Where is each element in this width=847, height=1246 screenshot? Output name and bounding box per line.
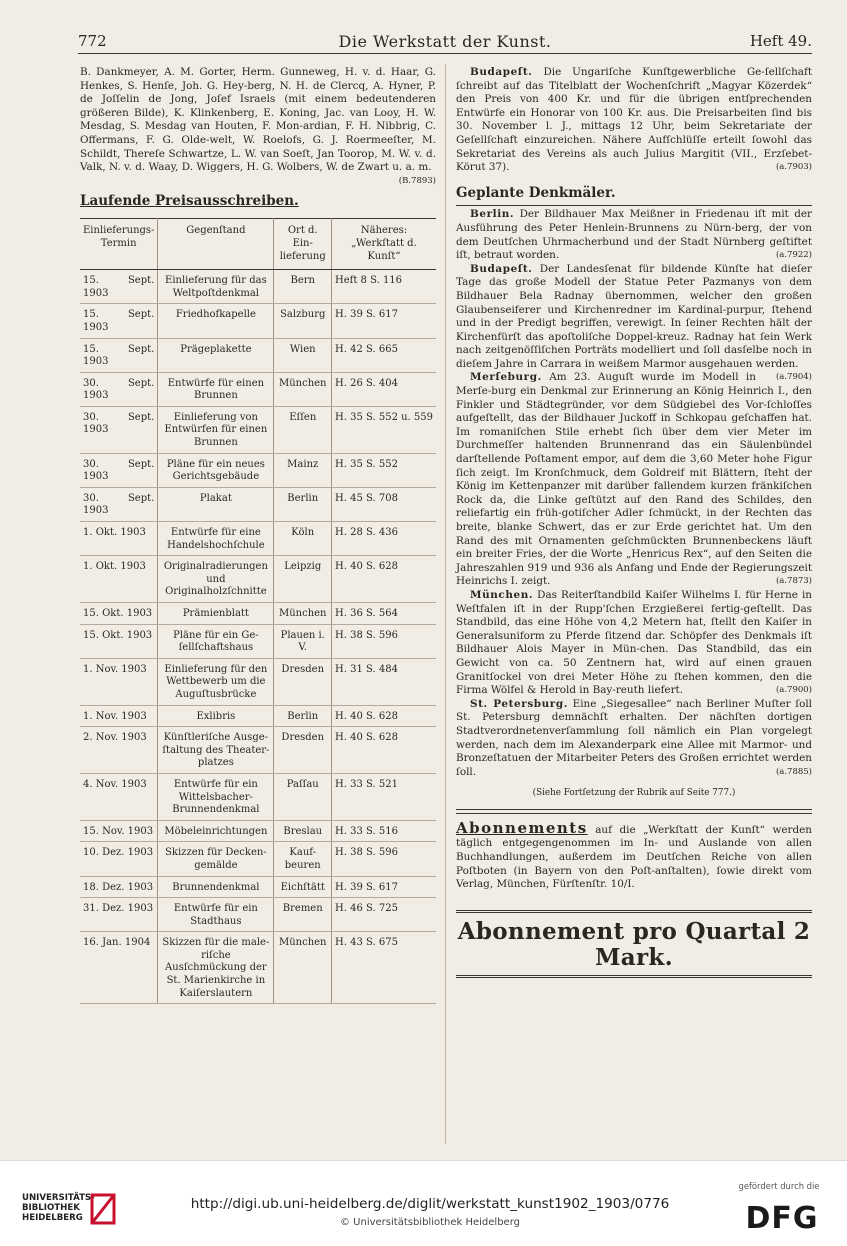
place-name: Budapeſt. bbox=[470, 66, 533, 78]
deadline-cell: 2. Nov. 1903 bbox=[80, 727, 158, 774]
dfg-logo[interactable] bbox=[724, 1181, 834, 1235]
deadline-cell: 30. Sept. 1903 bbox=[80, 406, 158, 453]
deadline-cell: 15. Sept. 1903 bbox=[80, 270, 158, 304]
table-row bbox=[80, 624, 436, 658]
section-title-competitions: Laufende Preisausschreiben. bbox=[80, 192, 299, 209]
table-body bbox=[80, 270, 436, 1004]
reference-code: (a.7922) bbox=[775, 250, 812, 261]
right-column bbox=[456, 66, 812, 978]
location-cell: Salzburg bbox=[274, 304, 332, 338]
details-cell: H. 40 S. 628 bbox=[332, 705, 436, 727]
artist-list-paragraph bbox=[80, 66, 436, 186]
subject-cell: Pläne für ein Ge-ſellſchaftshaus bbox=[158, 624, 274, 658]
deadline-cell: 1. Nov. 1903 bbox=[80, 705, 158, 727]
table-row bbox=[80, 304, 436, 338]
subject-cell: Entwürfe für eine Handelshochſchule bbox=[158, 522, 274, 556]
details-cell: H. 35 S. 552 bbox=[332, 453, 436, 487]
page-number: 772 bbox=[78, 32, 107, 50]
location-cell: Dresden bbox=[274, 727, 332, 774]
location-cell: Köln bbox=[274, 522, 332, 556]
deadline-cell: 1. Nov. 1903 bbox=[80, 658, 158, 705]
subject-cell: Künſtleriſche Ausge-ſtaltung des Theater-platzes bbox=[158, 727, 274, 774]
deadline-cell: 4. Nov. 1903 bbox=[80, 773, 158, 820]
location-cell: Bern bbox=[274, 270, 332, 304]
notice-text: Das Reiterſtandbild Kaiſer Wilhelms I. für Herne in Weſtfalen iſt in der Rupp'ſchen Erzgießerei fertig-geſtellt. Das Standbild, das eine Höhe von 4,2 Metern hat, ſtellt den Kaiſer in Generalsuniform zu Pferde ſitzend dar. Schöpfer des Denkmals iſt Bildhauer Alois Mayer in Mün-chen. Das Standbild, das ein Gewicht von ca. 50 Zentnern hat, wird auf einen grauen Granitſockel von drei Meter Höhe zu ſtehen kommen, den die Firma Wölfel & Herold in Bay-reuth liefert. bbox=[456, 588, 812, 697]
deadline-cell: 15. Sept. 1903 bbox=[80, 338, 158, 372]
reference-code: (a.7903) bbox=[775, 162, 812, 173]
subject-cell: Brunnendenkmal bbox=[158, 876, 274, 898]
subject-cell: Skizzen für die male-riſche Ausſchmückung der St. Marienkirche in Kaiſerslautern bbox=[158, 932, 274, 1004]
details-cell: H. 39 S. 617 bbox=[332, 876, 436, 898]
location-cell: Eſſen bbox=[274, 406, 332, 453]
table-row bbox=[80, 658, 436, 705]
table-row bbox=[80, 842, 436, 876]
location-cell: Wien bbox=[274, 338, 332, 372]
deadline-cell: 1. Okt. 1903 bbox=[80, 556, 158, 603]
deadline-cell: 18. Dez. 1903 bbox=[80, 876, 158, 898]
table-header-row bbox=[80, 219, 436, 270]
notice-budapest-competition bbox=[456, 66, 812, 175]
reference-code: (a.7885) bbox=[775, 766, 812, 777]
location-cell: Mainz bbox=[274, 453, 332, 487]
deadline-cell: 10. Dez. 1903 bbox=[80, 842, 158, 876]
deadline-cell: 30. Sept. 1903 bbox=[80, 372, 158, 406]
location-cell: Breslau bbox=[274, 820, 332, 842]
location-cell: Dresden bbox=[274, 658, 332, 705]
deadline-cell: 30. Sept. 1903 bbox=[80, 453, 158, 487]
subject-cell: Skizzen für Decken-gemälde bbox=[158, 842, 274, 876]
subject-cell: Prägeplakette bbox=[158, 338, 274, 372]
deadline-cell: 1. Okt. 1903 bbox=[80, 522, 158, 556]
header-rule bbox=[78, 53, 812, 54]
table-row bbox=[80, 270, 436, 304]
details-cell: H. 46 S. 725 bbox=[332, 898, 436, 932]
notice-berlin bbox=[456, 208, 812, 262]
notice-muenchen bbox=[456, 589, 812, 698]
notice-text: Die Ungariſche Kunſtgewerbliche Ge-ſellſchaft ſchreibt auf das Titelblatt der Wochenſchrift „Magyar Közerdek“ den Preis von 400 Kr. und für die übrigen entſprechenden Entwürfe ein Honorar von 100 Kr. aus. Die Preisarbeiten ſind bis 30. November l. J., mittags 12 Uhr, beim Sekretariate der Geſellſchaft einzureichen. Nähere Aufſchlüſſe erteilt ſowohl das Sekretariat des Vereins als auch Julius Margitit (VII., Erzſebet-Körut 37). bbox=[456, 66, 812, 174]
deadline-cell: 31. Dez. 1903 bbox=[80, 898, 158, 932]
subject-cell: Prämienblatt bbox=[158, 603, 274, 625]
location-cell: München bbox=[274, 603, 332, 625]
details-cell: H. 36 S. 564 bbox=[332, 603, 436, 625]
table-row bbox=[80, 727, 436, 774]
details-cell: Heft 8 S. 116 bbox=[332, 270, 436, 304]
table-row bbox=[80, 773, 436, 820]
notice-text: Am 23. Auguſt wurde im Modell in Merſe-burg ein Denkmal zur Erinnerung an König Heinrich I., den Finkler und Städtegründer, vor dem Südgiebel des Vor-ſchloſſes aufgeſtellt, das der Bildhauer Juckoff in Schkopau geſchaffen hat. Im romaniſchen Stile erhebt ſich über dem vier Meter im Durchmeſſer haltenden Brunnenrand das ein Säulenbündel darſtellende Poſtament empor, auf dem die 3,60 Meter hohe Figur ſich zeigt. Im Kronſchmuck, dem Goldreif mit Blättern, ſteht der König im Kettenpanzer mit darüber fallendem kurzen fränkiſchen Rock da, die Linke geſtützt auf den Rand des Schildes, den reliefartig ein früh-gotiſcher Adler ſchmückt, in der Rechten das breite, blanke Schwert, das er zur Erde gerichtet hat. Um den Rand des mit Ornamenten geſchmückten Brunnenbeckens läuft ein breiter Fries, der die Worte „Henricus Rex“, auf den Seiten die Jahreszahlen 919 und 936 als Anfang und Ende der Regierungszeit Heinrichs I. zeigt. bbox=[456, 371, 812, 588]
table-row bbox=[80, 338, 436, 372]
location-cell: Eichſtätt bbox=[274, 876, 332, 898]
location-cell: Paſſau bbox=[274, 773, 332, 820]
notice-text: Der Landesſenat für bildende Künſte hat dieſer Tage das große Modell der Statue Peter Pazmanys von dem Bildhauer Bela Radnay übernommen, welcher den großen Glaubenseiferer und Kirchenredner im Kardinal-purpur, ſtehend und in der Predigt begriffen, verewigt. In ſeiner Rechten hält der Kirchenfürſt das apoſtoliſche Doppel-kreuz. Radnay hat ſein Werk nach zeitgenöſſiſchen Porträts modelliert und ſoll dasſelbe noch in dieſem Jahre in Carrara in weißem Marmor ausgehauen werden. bbox=[456, 262, 812, 370]
subject-cell: Friedhofkapelle bbox=[158, 304, 274, 338]
table-row bbox=[80, 898, 436, 932]
subject-cell: Plakat bbox=[158, 487, 274, 521]
details-cell: H. 42 S. 665 bbox=[332, 338, 436, 372]
reference-code: (a.7900) bbox=[775, 685, 812, 696]
column-separator bbox=[445, 64, 446, 1144]
section-title-monuments: Geplante Denkmäler. bbox=[456, 187, 812, 207]
table-row bbox=[80, 705, 436, 727]
subject-cell: Exlibris bbox=[158, 705, 274, 727]
subscription-price-banner: Abonnement pro Quartal 2 Mark. bbox=[456, 910, 812, 978]
subscription-title: Abonnements bbox=[456, 818, 588, 837]
subject-cell: Pläne für ein neues Gerichtsgebäude bbox=[158, 453, 274, 487]
details-cell: H. 38 S. 596 bbox=[332, 624, 436, 658]
table-row bbox=[80, 372, 436, 406]
details-cell: H. 26 S. 404 bbox=[332, 372, 436, 406]
place-name: Berlin. bbox=[470, 208, 515, 221]
subject-cell: Möbeleinrichtungen bbox=[158, 820, 274, 842]
notice-st-petersburg bbox=[456, 698, 812, 780]
location-cell: Leipzig bbox=[274, 556, 332, 603]
library-emblem-icon bbox=[86, 1191, 122, 1227]
permalink-url[interactable]: http://digi.ub.uni-heidelberg.de/diglit/werkstatt_kunst1902_1903/0776 bbox=[190, 1196, 670, 1212]
copyright-notice: © Universitätsbibliothek Heidelberg bbox=[339, 1217, 520, 1228]
place-name: München. bbox=[470, 588, 534, 601]
issue-number: Heft 49. bbox=[749, 32, 812, 50]
funding-note: gefördert durch die bbox=[738, 1181, 820, 1191]
library-logo[interactable] bbox=[22, 1193, 122, 1229]
subject-cell: Einlieferung für den Wettbewerb um die Auguſtusbrücke bbox=[158, 658, 274, 705]
competitions-table bbox=[80, 218, 436, 1004]
double-rule bbox=[456, 809, 812, 814]
place-name: Merſeburg. bbox=[470, 371, 542, 384]
deadline-cell: 15. Okt. 1903 bbox=[80, 624, 158, 658]
library-name: UNIVERSITÄTS-BIBLIOTHEK HEIDELBERG bbox=[22, 1193, 95, 1223]
subject-cell: Einlieferung für das Weltpoſtdenkmal bbox=[158, 270, 274, 304]
notice-text: Eine „Siegesallee“ nach Berliner Muſter ſoll St. Petersburg demnächſt erhalten. Der nächſten dortigen Stadtverordnetenverſammlung ſoll nämlich ein Plan vorgelegt werden, nach dem im Alexanderpark eine Allee mit Marmor- und Bronzeſtatuen der Mitarbeiter Peters des Großen errichtet werden ſoll. bbox=[456, 697, 812, 778]
reference-code: (B.7893) bbox=[398, 175, 436, 186]
details-cell: H. 43 S. 675 bbox=[332, 932, 436, 1004]
subject-cell: Einlieferung von Entwürfen für einen Brunnen bbox=[158, 406, 274, 453]
reference-code: (a.7904) bbox=[775, 372, 812, 383]
table-row bbox=[80, 603, 436, 625]
details-cell: H. 33 S. 521 bbox=[332, 773, 436, 820]
place-name: Budapeſt. bbox=[470, 262, 533, 275]
table-row bbox=[80, 876, 436, 898]
details-cell: H. 33 S. 516 bbox=[332, 820, 436, 842]
details-cell: H. 40 S. 628 bbox=[332, 556, 436, 603]
details-cell: H. 38 S. 596 bbox=[332, 842, 436, 876]
details-cell: H. 31 S. 484 bbox=[332, 658, 436, 705]
digitization-footer bbox=[0, 1160, 847, 1246]
column-header-subject: Gegenſtand bbox=[158, 219, 274, 270]
deadline-cell: 15. Okt. 1903 bbox=[80, 603, 158, 625]
deadline-cell: 15. Sept. 1903 bbox=[80, 304, 158, 338]
subscription-text: auf die „Werkſtatt der Kunſt“ werden täglich entgegengenommen im In- und Auslande von allen Buchhandlungen, außerdem im Deutſchen Reiche von allen Poſtboten (in Bayern von den Poſt-anſtalten), ſowie direkt vom Verlag, München, Fürſtenſtr. 10/I. bbox=[456, 823, 813, 891]
notice-text: Der Bildhauer Max Meißner in Friedenau iſt mit der Ausführung des Peter Henlein-Brunnens zu Nürn-berg, der von dem Deutſchen Uhrmacherbund und der Stadt Nürnberg geſtiftet iſt, betraut worden. bbox=[456, 208, 812, 262]
details-cell: H. 39 S. 617 bbox=[332, 304, 436, 338]
continuation-note: (Siehe Fortſetzung der Rubrik auf Seite 777.) bbox=[532, 788, 736, 799]
artist-list-text: B. Dankmeyer, A. M. Gorter, Herm. Gunneweg, H. v. d. Haar, G. Henkes, S. Henſe, Joh. G. Hey-berg, N. H. de Clercq, A. Hyner, P. de Joſſelin de Jong, Joſef Israels (mit einem bedeutenderen größeren Bilde), K. Klinkenberg, E. Koning, Jac. van Looy, H. W. Mesdag, S. Mesdag van Houten, F. Mon-ardian, F. H. Nibbrig, C. Offermans, F. G. Olde-welt, W. Roelofs, G. J. Roermeeſter, M. Schildt, Thereſe Schwartze, L. W. van Soeſt, Jan Toorop, M. W. v. d. Valk, N. v. d. Waay, D. Wiggers, H. G. Wolbers, W. de Zwart u. a. m. bbox=[80, 66, 436, 174]
table-row bbox=[80, 522, 436, 556]
subject-cell: Entwürfe für ein Wittelsbacher-Brunnendenkmal bbox=[158, 773, 274, 820]
reference-code: (a.7873) bbox=[775, 576, 812, 587]
details-cell: H. 28 S. 436 bbox=[332, 522, 436, 556]
subject-cell: Originalradierungen und Originalholzſchnitte bbox=[158, 556, 274, 603]
column-header-deadline: Einlieferungs-Termin bbox=[80, 219, 158, 270]
location-cell: Plauen i. V. bbox=[274, 624, 332, 658]
location-cell: München bbox=[274, 372, 332, 406]
notice-merseburg bbox=[456, 371, 812, 589]
details-cell: H. 40 S. 628 bbox=[332, 727, 436, 774]
details-cell: H. 35 S. 552 u. 559 bbox=[332, 406, 436, 453]
column-header-location: Ort d. Ein-lieferung bbox=[274, 219, 332, 270]
table-row bbox=[80, 487, 436, 521]
table-row bbox=[80, 453, 436, 487]
column-header-details: Näheres: „Werkſtatt d. Kunſt“ bbox=[332, 219, 436, 270]
deadline-cell: 30. Sept. 1903 bbox=[80, 487, 158, 521]
deadline-cell: 16. Jan. 1904 bbox=[80, 932, 158, 1004]
location-cell: München bbox=[274, 932, 332, 1004]
location-cell: Berlin bbox=[274, 705, 332, 727]
subscription-notice bbox=[456, 818, 813, 892]
subject-cell: Entwürfe für einen Brunnen bbox=[158, 372, 274, 406]
deadline-cell: 15. Nov. 1903 bbox=[80, 820, 158, 842]
table-row bbox=[80, 932, 436, 1004]
location-cell: Bremen bbox=[274, 898, 332, 932]
subject-cell: Entwürfe für ein Stadthaus bbox=[158, 898, 274, 932]
details-cell: H. 45 S. 708 bbox=[332, 487, 436, 521]
table-row bbox=[80, 556, 436, 603]
journal-title: Die Werkstatt der Kunst. bbox=[338, 32, 552, 51]
left-column bbox=[80, 66, 436, 1004]
place-name: St. Petersburg. bbox=[470, 697, 568, 710]
location-cell: Kauf-beuren bbox=[274, 842, 332, 876]
dfg-wordmark: DFG bbox=[745, 1201, 819, 1236]
table-row bbox=[80, 820, 436, 842]
table-row bbox=[80, 406, 436, 453]
location-cell: Berlin bbox=[274, 487, 332, 521]
